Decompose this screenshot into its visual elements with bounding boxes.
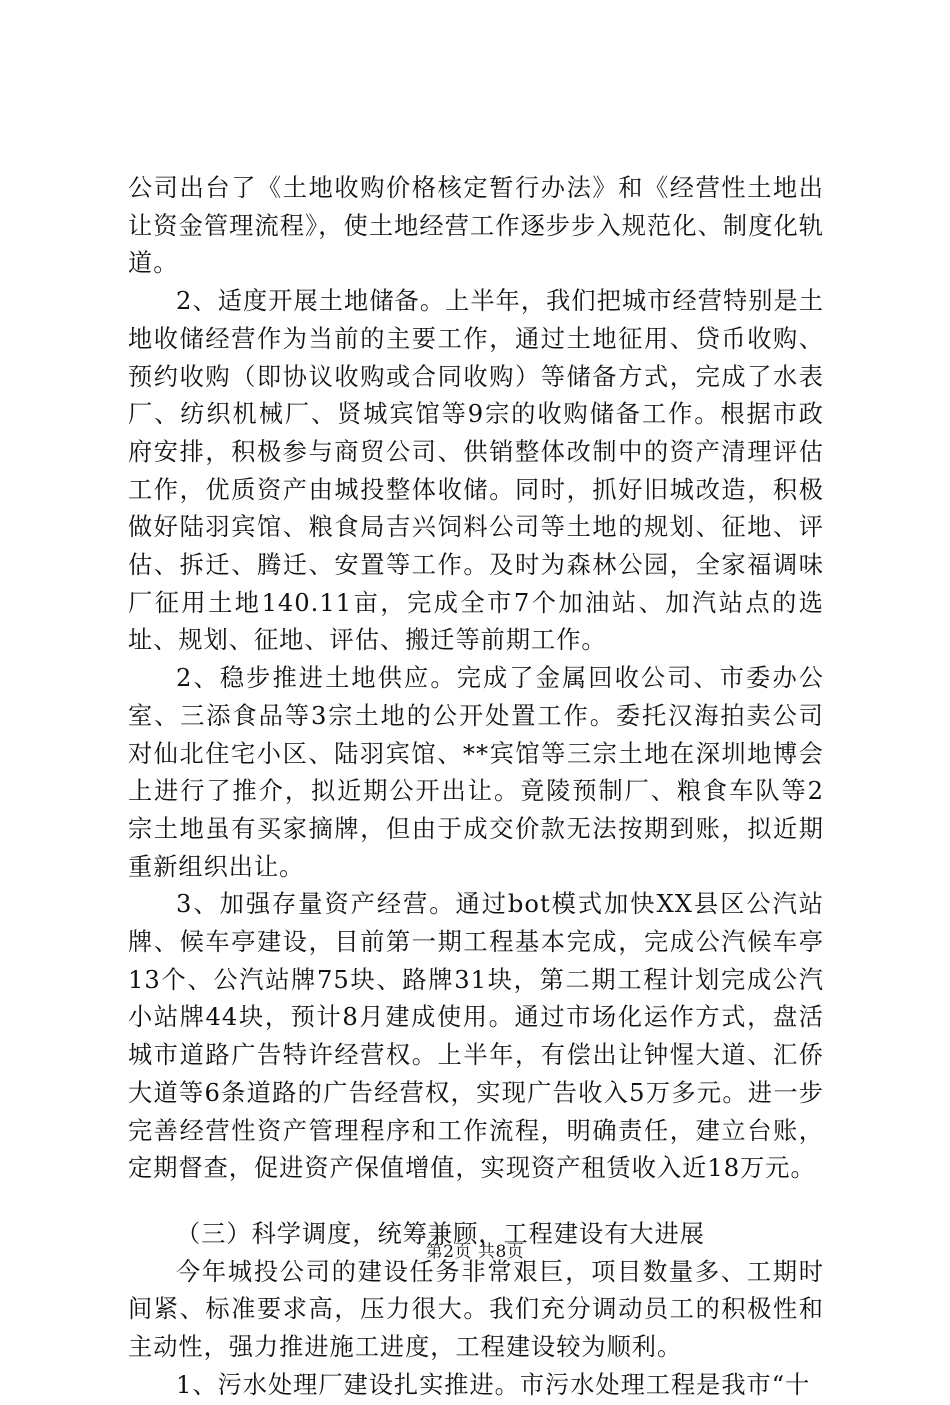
paragraph-construction-overview: 今年城投公司的建设任务非常艰巨，项目数量多、工期时间紧、标准要求高，压力很大。我们充分调动员工的积极性和主动性，强力推进施工进度，工程建设较为顺利。 [128, 1257, 824, 1362]
paragraph-land-supply: 2、稳步推进土地供应。完成了金属回收公司、市委办公室、三添食品等3宗土地的公开处置工作。委托汉海拍卖公司对仙北住宅小区、陆羽宾馆、**宾馆等三宗土地在深圳地博会上进行了推介，拟近期公开出让。竟陵预制厂、粮食车队等2宗土地虽有买家摘牌，但由于成交价款无法按期到账，拟近期重新组织出让。 [128, 664, 824, 881]
document-body [128, 170, 824, 1405]
section-heading: （三）科学调度，统筹兼顾，工程建设有大进展 [176, 1219, 705, 1248]
page-footer: 第2页 共8页 [425, 1242, 525, 1262]
paragraph-continuation: 公司出台了《土地收购价格核定暂行办法》和《经营性土地出让资金管理流程》，使土地经营工作逐步步入规范化、制度化轨道。 [128, 174, 824, 278]
paragraph-land-reserve: 2、适度开展土地储备。上半年，我们把城市经营特别是土地收储经营作为当前的主要工作，通过土地征用、贷币收购、预约收购（即协议收购或合同收购）等储备方式，完成了水表厂、纺织机械厂、贤城宾馆等9宗的收购储备工作。根据市政府安排，积极参与商贸公司、供销整体改制中的资产清理评估工作，优质资产由城投整体收储。同时，抓好旧城改造，积极做好陆羽宾馆、粮食局吉兴饲料公司等土地的规划、征地、评估、拆迁、腾迁、安置等工作。及时为森林公园，全家福调味厂征用土地140.11亩，完成全市7个加油站、加汽站点的选址、规划、征地、评估、搬迁等前期工作。 [128, 287, 824, 655]
paragraph-asset-management: 3、加强存量资产经营。通过bot模式加快XX县区公汽站牌、候车亭建设，目前第一期工程基本完成，完成公汽候车亭13个、公汽站牌75块、路牌31块，第二期工程计划完成公汽小站牌44块，预计8月建成使用。通过市场化运作方式，盘活城市道路广告特许经营权。上半年，有偿出让钟惺大道、汇侨大道等6条道路的广告经营权，实现广告收入5万多元。进一步完善经营性资产管理程序和工作流程，明确责任，建立台账，定期督查，促进资产保值增值，实现资产租赁收入近18万元。 [128, 890, 824, 1183]
paragraph-sewage-plant: 1、污水处理厂建设扎实推进。市污水处理工程是我市“十 [176, 1370, 811, 1399]
